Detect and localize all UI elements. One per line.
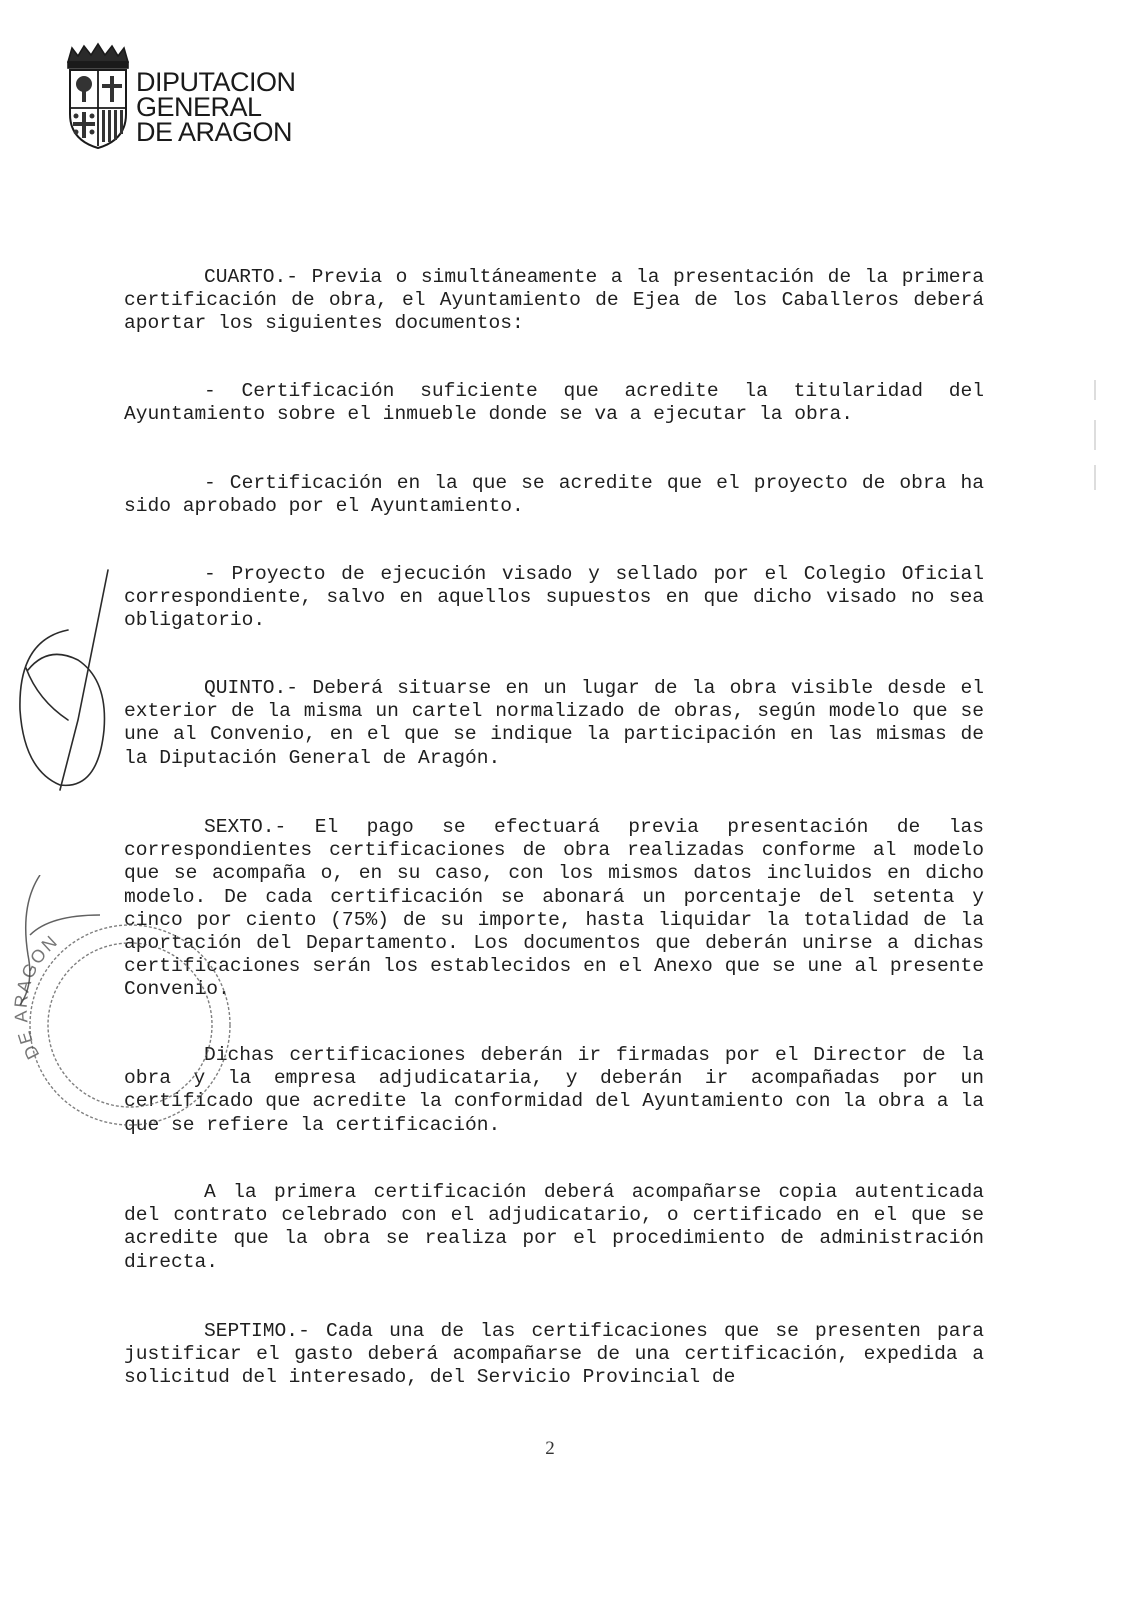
org-name-line-2: GENERAL xyxy=(136,92,262,122)
svg-text:DE ARAGON: DE ARAGON xyxy=(10,930,63,1063)
organization-name xyxy=(136,67,296,147)
paragraph-cuarto: CUARTO.- Previa o simultáneamente a la presentación de la primera certificación de obra, el Ayuntamiento de Ejea de los Caballeros deberá aportar los siguientes documentos: xyxy=(124,266,984,335)
org-name-line-1: DIPUTACION xyxy=(136,67,296,97)
paragraph-quinto: QUINTO.- Deberá situarse en un lugar de la obra visible desde el exterior de la misma un cartel normalizado de obras, según modelo que se une al Convenio, en el que se indique la participación en las mismas de la Diputación General de Aragón. xyxy=(124,677,984,769)
letterhead xyxy=(64,40,324,150)
paragraph-dichas-certificaciones: Dichas certificaciones deberán ir firmadas por el Director de la obra y la empresa adjudicataria, y deberán ir acompañadas por un certificado que acredite la conformidad del Ayuntamiento con la obra a la que se refiere la certificación. xyxy=(124,1044,984,1136)
paragraph-bullet-proyecto-aprobado: - Certificación en la que se acredite que el proyecto de obra ha sido aprobado por el Ayuntamiento. xyxy=(124,472,984,518)
org-name-line-3: DE ARAGON xyxy=(136,117,293,147)
handwritten-signature-icon xyxy=(8,560,138,810)
paragraph-bullet-titularidad: - Certificación suficiente que acredite la titularidad del Ayuntamiento sobre el inmueble donde se va a ejecutar la obra. xyxy=(124,380,984,426)
paragraph-primera-certificacion: A la primera certificación deberá acompañarse copia autenticada del contrato celebrado con el adjudicatario, o certificado en el que se acredite que la obra se realiza por el procedimiento de administración directa. xyxy=(124,1181,984,1273)
paragraph-sexto: SEXTO.- El pago se efectuará previa presentación de las correspondientes certificaciones de obra realizadas conforme al modelo que se acompaña o, en su caso, con los mismos datos incluidos en dicho modelo. De cada certificación se abonará un porcentaje del setenta y cinco por ciento (75%) de su importe, hasta liquidar la totalidad de la aportación del Departamento. Los documentos que deberán unirse a dichas certificaciones serán los establecidos en el Anexo que se une al presente Convenio. xyxy=(124,816,984,1001)
scan-margin-marks xyxy=(1090,380,1100,500)
paragraph-bullet-proyecto-visado: - Proyecto de ejecución visado y sellado por el Colegio Oficial correspondiente, salvo en aquellos supuestos en que dicho visado no sea obligatorio. xyxy=(124,563,984,632)
aragon-coat-of-arms-icon xyxy=(64,40,132,150)
page-number: 2 xyxy=(545,1438,555,1459)
paragraph-septimo: SEPTIMO.- Cada una de las certificaciones que se presenten para justificar el gasto deberá acompañarse de una certificación, expedida a solicitud del interesado, del Servicio Provincial de xyxy=(124,1320,984,1389)
